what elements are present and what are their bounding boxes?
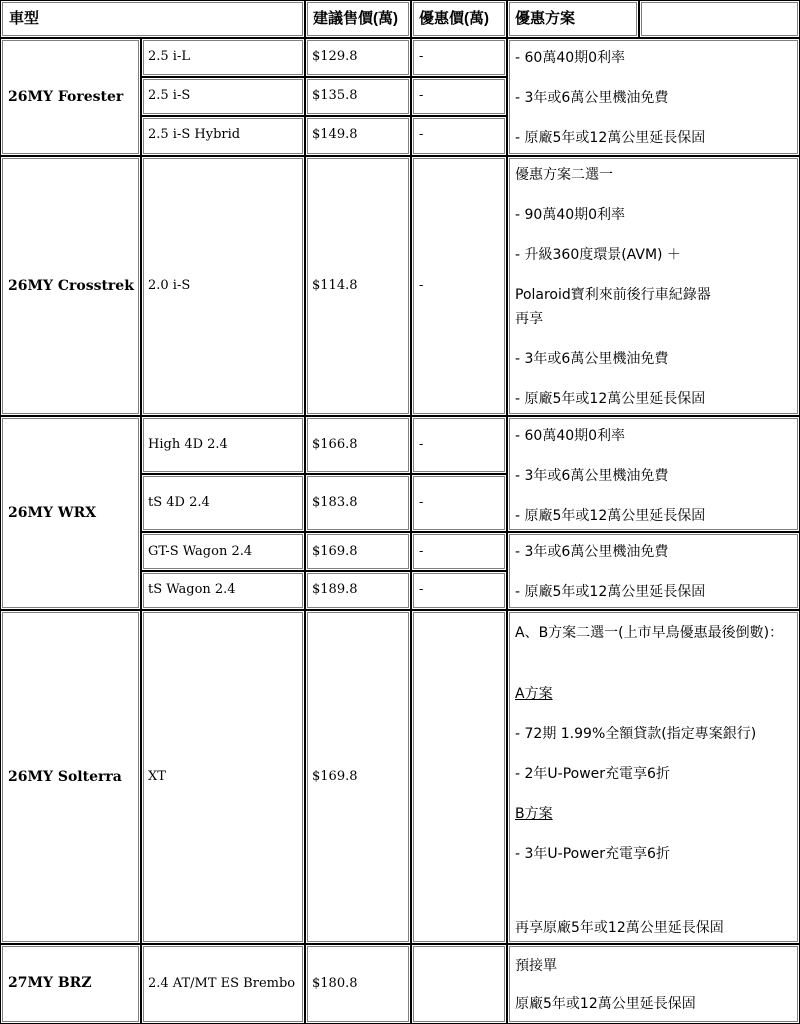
header-discount-price: 優惠價(萬): [419, 10, 489, 27]
brz-offer-cell: 預接單 原廠5年或12萬公里延長保固: [507, 944, 800, 1024]
wrx-price-2: $183.8: [305, 474, 411, 532]
wrx-discount-3: -: [411, 532, 507, 571]
brz-model-cell: [0, 944, 141, 1024]
header-empty-cell: [639, 0, 800, 38]
forester-trim-1: 2.5 i-L: [141, 38, 305, 77]
wrx-price-3: $169.8: [305, 532, 411, 571]
forester-discount-3: -: [411, 116, 507, 156]
wrx-trim-1: High 4D 2.4: [141, 416, 305, 474]
header-model-cell: [0, 0, 305, 38]
header-offer: 優惠方案: [515, 10, 576, 27]
header-discount-cell: [411, 0, 507, 38]
wrx-discount-4: -: [411, 571, 507, 610]
wrx-offer-wagon-cell: - 3年或6萬公里機油免費 - 原廠5年或12萬公里延長保固: [507, 532, 800, 610]
forester-offer-cell: - 60萬40期0利率 - 3年或6萬公里機油免費 - 原廠5年或12萬公里延長保固: [507, 38, 800, 156]
header-offer-cell: [507, 0, 639, 38]
wrx-discount-2: -: [411, 474, 507, 532]
solterra-price: $169.8: [305, 610, 411, 944]
brz-discount: [411, 944, 507, 1024]
wrx-trim-2: tS 4D 2.4: [141, 474, 305, 532]
wrx-trim-4: tS Wagon 2.4: [141, 571, 305, 610]
forester-model: 26MY Forester: [8, 89, 124, 105]
forester-price-1: $129.8: [305, 38, 411, 77]
wrx-price-1: $166.8: [305, 416, 411, 474]
crosstrek-model: 26MY Crosstrek: [8, 278, 134, 294]
forester-price-2: $135.8: [305, 77, 411, 116]
brz-trim: 2.4 AT/MT ES Brembo: [141, 944, 305, 1024]
forester-price-3: $149.8: [305, 116, 411, 156]
wrx-model-cell: [0, 416, 141, 610]
header-msrp-cell: [305, 0, 411, 38]
forester-trim-3: 2.5 i-S Hybrid: [141, 116, 305, 156]
header-msrp: 建議售價(萬): [313, 10, 398, 27]
forester-discount-1: -: [411, 38, 507, 77]
crosstrek-offer-cell: 優惠方案二選一 - 90萬40期0利率 - 升級360度環景(AVM) ＋ Polaroid寶利來前後行車紀錄器 再享 - 3年或6萬公里機油免費 - 原廠5年或12萬公里延長保固: [507, 156, 800, 416]
brz-model: 27MY BRZ: [8, 975, 92, 991]
crosstrek-price: $114.8: [305, 156, 411, 416]
crosstrek-model-cell: [0, 156, 141, 416]
wrx-model: 26MY WRX: [8, 505, 97, 521]
crosstrek-trim: 2.0 i-S: [141, 156, 305, 416]
crosstrek-discount: -: [411, 156, 507, 416]
solterra-model-cell: [0, 610, 141, 944]
wrx-discount-1: -: [411, 416, 507, 474]
brz-price: $180.8: [305, 944, 411, 1024]
header-model: 車型: [9, 10, 40, 27]
wrx-trim-3: GT-S Wagon 2.4: [141, 532, 305, 571]
forester-model-cell: [0, 38, 141, 156]
solterra-model: 26MY Solterra: [8, 769, 122, 785]
forester-discount-2: -: [411, 77, 507, 116]
solterra-discount: [411, 610, 507, 944]
wrx-price-4: $189.8: [305, 571, 411, 610]
solterra-offer-cell: A、B方案二選一(上市早鳥優惠最後倒數)： A方案 - 72期 1.99%全額貸款(指定專案銀行) - 2年U-Power充電享6折 B方案 - 3年U-Power充電享6折 再享原廠5年或12萬公里延長保固: [507, 610, 800, 944]
wrx-offer-sedan-cell: - 60萬40期0利率 - 3年或6萬公里機油免費 - 原廠5年或12萬公里延長保固: [507, 416, 800, 532]
forester-trim-2: 2.5 i-S: [141, 77, 305, 116]
solterra-trim: XT: [141, 610, 305, 944]
